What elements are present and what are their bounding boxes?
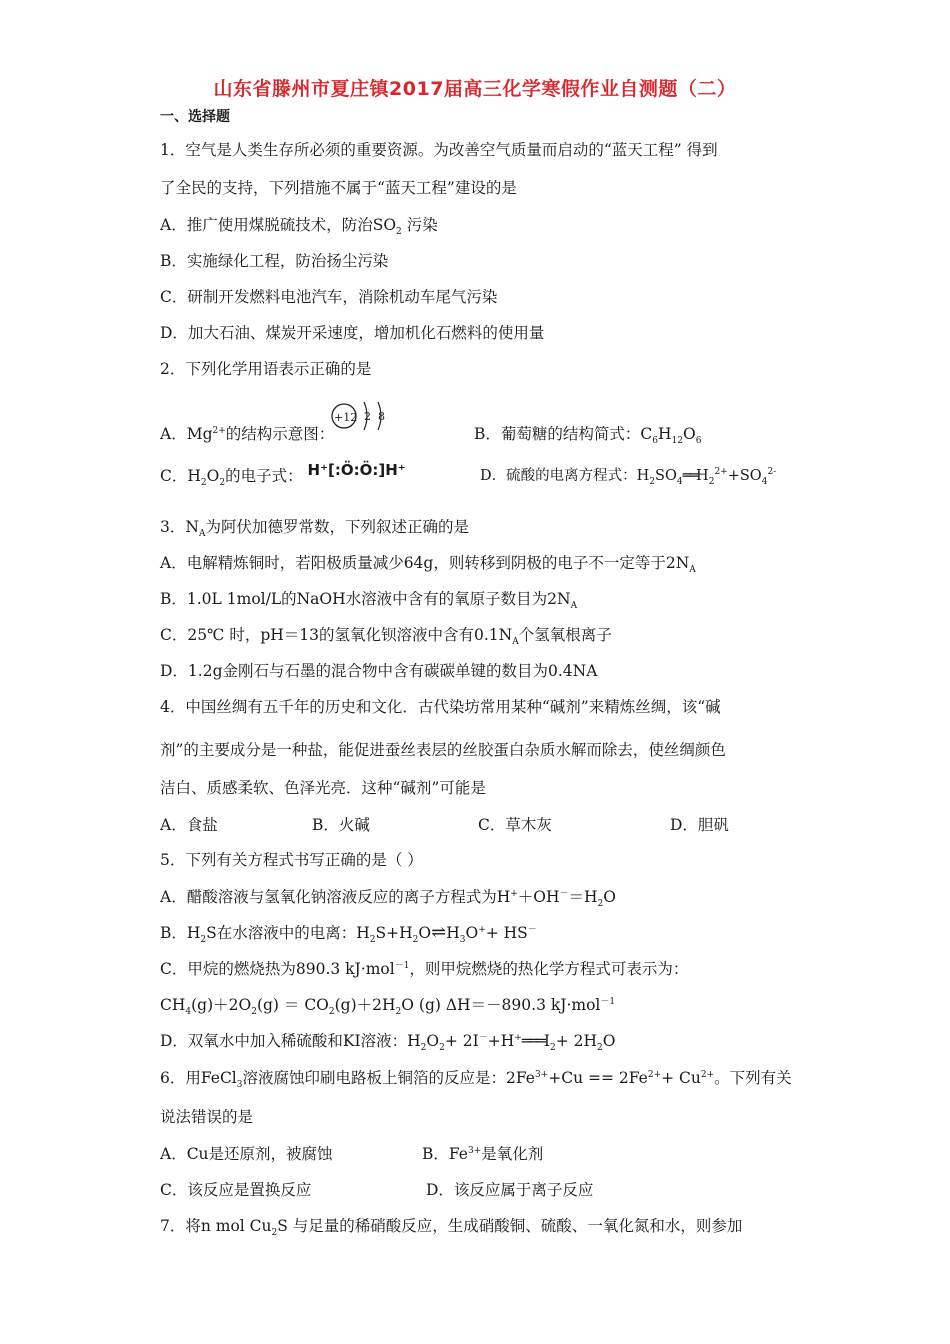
q4-option-c: C．草木灰 xyxy=(478,816,552,834)
q3-stem: 3．$N_A$为阿伏加德罗常数，下列叙述正确的是 xyxy=(160,518,469,540)
q5-option-b: B．$H_2S$在水溶液中的电离：$H_2S+H_2O\rightleftharpoons H_3O^++ HS^-$ xyxy=(160,922,537,946)
q1-stem-line1: 1．空气是人类生存所必须的重要资源。为改善空气质量而启动的“蓝天工程” 得到 xyxy=(160,141,718,159)
q4-stem-line1: 4．中国丝绸有五千年的历史和文化．古代染坊常用某种“碱剂”来精炼丝绸，该“碱 xyxy=(160,698,721,716)
q1-option-d: D．加大石油、煤炭开采速度，增加机化石燃料的使用量 xyxy=(160,324,545,342)
q4-stem-line2: 剂”的主要成分是一种盐，能促进蚕丝表层的丝胶蛋白杂质水解而除去，使丝绸颜色 xyxy=(160,741,726,759)
q2-option-d: D．硫酸的电离方程式：$H_2SO_4══H_2^{2+}+SO_4^{2-}$ xyxy=(480,467,777,487)
nucleus-label: +12 xyxy=(334,411,358,424)
q1-option-c: C．研制开发燃料电池汽车，消除机动车尾气污染 xyxy=(160,288,498,306)
q3-option-c: C．25℃ 时，pH＝13的氢氧化钡溶液中含有$0.1N_A$个氢氧根离子 xyxy=(160,626,612,648)
q3-option-d: D．1.2g金刚石与石墨的混合物中含有碳碳单键的数目为0.4NA xyxy=(160,662,598,680)
q2-option-a: A．$Mg^{2+}$的结构示意图： xyxy=(160,425,335,443)
q5-option-a: A．醋酸溶液与氢氧化钠溶液反应的离子方程式为$H^++OH^-=H_2O$ xyxy=(160,888,616,910)
shell1-label: 2 xyxy=(364,410,371,423)
q4-option-d: D．胆矾 xyxy=(670,816,729,834)
h2o2-electron-formula: H⁺[:Ö:Ö:]H⁺ xyxy=(307,461,406,479)
q2-option-c: C．$H_2O_2$的电子式： H⁺[:Ö:Ö:]H⁺ xyxy=(160,461,406,489)
shell2-label: 8 xyxy=(378,410,385,423)
q6-stem-line2: 说法错误的是 xyxy=(160,1108,254,1126)
q4-option-a: A．食盐 xyxy=(160,816,218,834)
q5-stem: 5．下列有关方程式书写正确的是（ ） xyxy=(160,851,423,869)
q5-option-c-line2: $CH_4(g)+2O_2(g) = CO_2(g)+2H_2O$ (g) ΔH＝－890.3 kJ·mol$^{-1}$ xyxy=(160,996,616,1018)
q6-option-a: A．Cu是还原剂，被腐蚀 xyxy=(160,1145,333,1163)
q7-stem: 7．将n mol $Cu_2S$ 与足量的稀硝酸反应，生成硝酸铜、硫酸、一氧化氮和水，则参加 xyxy=(160,1217,743,1239)
mg-ion-structure-diagram xyxy=(326,398,396,440)
q1-stem-line2: 了全民的支持，下列措施不属于“蓝天工程”建设的是 xyxy=(160,179,517,197)
q1-option-a: A．推广使用煤脱硫技术，防治$SO_2$ 污染 xyxy=(160,216,438,238)
section-heading: 一、选择题 xyxy=(160,109,230,125)
q5-option-d: D．双氧水中加入稀硫酸和KI溶液：$H_2O_2+$ $2I^-+H^+═══I_2+ 2H_2O$ xyxy=(160,1032,616,1054)
q2-stem: 2．下列化学用语表示正确的是 xyxy=(160,360,372,378)
page-title: 山东省滕州市夏庄镇2017届高三化学寒假作业自测题（二） xyxy=(213,78,737,100)
q4-option-b: B．火碱 xyxy=(312,816,370,834)
q4-stem-line3: 洁白、质感柔软、色泽光亮．这种“碱剂”可能是 xyxy=(160,779,486,797)
q3-option-b: B．1.0L 1mol/L的NaOH水溶液中含有的氧原子数目为$2N_A$ xyxy=(160,590,578,612)
q6-option-b: B．$Fe^{3+}$是氧化剂 xyxy=(422,1145,544,1163)
q6-stem-line1: 6．用FeCl$_3$溶液腐蚀印刷电路板上铜箔的反应是：$2Fe^{3+}+Cu == 2Fe^{2+}+ Cu^{2+}$。下列有关 xyxy=(160,1069,792,1091)
q6-option-d: D．该反应属于离子反应 xyxy=(426,1181,594,1199)
q2-option-b: B．葡萄糖的结构简式：$C_6H_{12}O_6$ xyxy=(474,425,702,447)
q1-option-b: B．实施绿化工程，防治扬尘污染 xyxy=(160,252,389,270)
q6-option-c: C．该反应是置换反应 xyxy=(160,1181,312,1199)
q5-option-c-line1: C．甲烷的燃烧热为890.3 kJ·mol$^{-1}$，则甲烷燃烧的热化学方程式可表示为： xyxy=(160,960,689,978)
q3-option-a: A．电解精炼铜时，若阳极质量减少64g，则转移到阴极的电子不一定等于$2N_A$ xyxy=(160,554,696,576)
